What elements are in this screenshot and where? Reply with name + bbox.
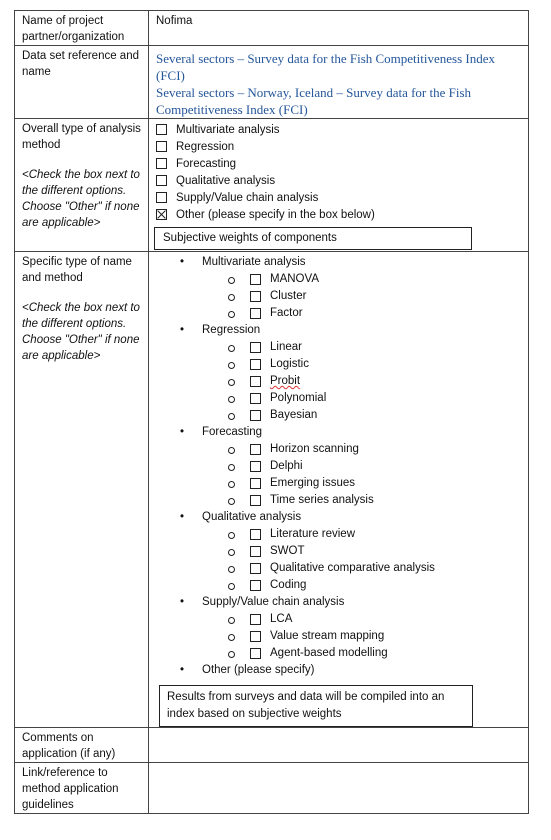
checkbox-icon[interactable] xyxy=(250,308,261,319)
method-option[interactable] xyxy=(156,339,523,356)
partner-label: Name of project partner/organization xyxy=(15,11,149,46)
comments-value[interactable] xyxy=(149,728,529,763)
overall-option-label: Forecasting xyxy=(176,157,237,170)
circle-bullet-icon xyxy=(228,634,235,641)
overall-option[interactable] xyxy=(156,138,523,155)
method-option-label: LCA xyxy=(270,613,293,625)
method-option[interactable] xyxy=(156,526,523,543)
circle-bullet-icon xyxy=(228,617,235,624)
checkbox-icon[interactable] xyxy=(250,546,261,557)
dataset-label: Data set reference and name xyxy=(15,46,149,119)
checkbox-icon[interactable] xyxy=(250,529,261,540)
dataset-name: Several sectors – Survey data for the Fish Competitiveness Index (FCI) xyxy=(156,51,496,83)
checkbox-icon[interactable] xyxy=(250,410,261,421)
overall-label-cell xyxy=(15,119,149,252)
checkbox-icon[interactable] xyxy=(250,580,261,591)
overall-option-label: Qualitative analysis xyxy=(176,174,276,187)
overall-option-label: Regression xyxy=(176,140,235,153)
method-option-label: MANOVA xyxy=(270,273,319,285)
overall-option-label: Other (please specify in the box below) xyxy=(176,208,375,221)
method-group-label: Regression xyxy=(202,324,261,336)
bullet-icon: • xyxy=(180,324,185,336)
specific-label: Specific type of name and method xyxy=(22,256,132,284)
method-option-label: Probit xyxy=(270,375,301,387)
checkbox-icon[interactable] xyxy=(250,274,261,285)
method-option[interactable] xyxy=(156,288,523,305)
method-option-label: Polynomial xyxy=(270,392,327,404)
circle-bullet-icon xyxy=(228,379,235,386)
method-option[interactable] xyxy=(156,543,523,560)
method-option[interactable] xyxy=(156,305,523,322)
method-option-label: SWOT xyxy=(270,545,305,557)
row-overall xyxy=(15,119,529,252)
row-specific xyxy=(15,252,529,728)
method-option[interactable] xyxy=(156,560,523,577)
method-option[interactable] xyxy=(156,458,523,475)
overall-options xyxy=(149,119,529,252)
method-option-label: Qualitative comparative analysis xyxy=(270,562,435,574)
specific-options xyxy=(149,252,529,728)
circle-bullet-icon xyxy=(228,362,235,369)
row-comments xyxy=(15,728,529,763)
circle-bullet-icon xyxy=(228,311,235,318)
method-group xyxy=(156,662,523,679)
method-option-label: Coding xyxy=(270,579,307,591)
overall-option[interactable] xyxy=(156,189,523,206)
row-dataset xyxy=(15,46,529,119)
checkbox-icon[interactable] xyxy=(250,461,261,472)
circle-bullet-icon xyxy=(228,481,235,488)
method-option-label: Bayesian xyxy=(270,409,318,421)
circle-bullet-icon xyxy=(228,464,235,471)
method-option[interactable] xyxy=(156,492,523,509)
circle-bullet-icon xyxy=(228,532,235,539)
checkbox-icon[interactable] xyxy=(250,359,261,370)
method-group xyxy=(156,424,523,509)
circle-bullet-icon xyxy=(228,396,235,403)
bullet-icon: • xyxy=(180,426,185,438)
overall-option[interactable] xyxy=(156,206,523,223)
method-option[interactable] xyxy=(156,407,523,424)
method-option-label: Delphi xyxy=(270,460,303,472)
checkbox-icon[interactable] xyxy=(250,291,261,302)
bullet-icon: • xyxy=(180,256,185,268)
method-option-label: Literature review xyxy=(270,528,356,540)
method-group-label: Qualitative analysis xyxy=(202,511,302,523)
overall-option-label: Supply/Value chain analysis xyxy=(176,191,319,204)
method-option-label: Time series analysis xyxy=(270,494,374,506)
circle-bullet-icon xyxy=(228,651,235,658)
method-option[interactable] xyxy=(156,577,523,594)
row-partner xyxy=(15,11,529,46)
method-option[interactable] xyxy=(156,390,523,407)
overall-option[interactable] xyxy=(156,155,523,172)
method-option-label: Horizon scanning xyxy=(270,443,359,455)
checkbox-icon[interactable] xyxy=(156,124,167,135)
overall-label: Overall type of analysis method xyxy=(22,123,141,151)
dataset-values xyxy=(149,46,529,119)
method-option[interactable] xyxy=(156,356,523,373)
specific-note: <Check the box next to the different options. Choose "Other" if none are applicable> xyxy=(22,302,140,362)
checkbox-icon[interactable] xyxy=(250,648,261,659)
method-option[interactable] xyxy=(156,373,523,390)
link-label: Link/reference to method application guidelines xyxy=(15,763,149,814)
checkbox-icon[interactable] xyxy=(250,631,261,642)
checkbox-icon[interactable] xyxy=(156,141,167,152)
partner-value: Nofima xyxy=(149,11,529,46)
method-option[interactable] xyxy=(156,611,523,628)
method-option[interactable] xyxy=(156,271,523,288)
specific-other-textbox[interactable]: Results from surveys and data will be compiled into an index based on subjective weights xyxy=(159,685,473,727)
checkbox-icon[interactable] xyxy=(250,376,261,387)
method-group-label: Other (please specify) xyxy=(202,664,315,676)
circle-bullet-icon xyxy=(228,583,235,590)
circle-bullet-icon xyxy=(228,345,235,352)
checkbox-icon[interactable] xyxy=(250,444,261,455)
overall-option[interactable] xyxy=(156,172,523,189)
overall-other-textbox[interactable]: Subjective weights of components xyxy=(154,227,472,250)
method-option-label: Emerging issues xyxy=(270,477,356,489)
method-option[interactable] xyxy=(156,628,523,645)
checkbox-icon[interactable] xyxy=(156,175,167,186)
method-group xyxy=(156,594,523,662)
checkbox-icon[interactable] xyxy=(156,192,167,203)
circle-bullet-icon xyxy=(228,294,235,301)
bullet-icon: • xyxy=(180,511,185,523)
dataset-name: Several sectors – Norway, Iceland – Survey data for the Fish Competitiveness Index (FCI) xyxy=(156,85,472,117)
circle-bullet-icon xyxy=(228,566,235,573)
method-group xyxy=(156,254,523,322)
checkbox-icon[interactable] xyxy=(250,393,261,404)
method-option-label: Logistic xyxy=(270,358,309,370)
bullet-icon: • xyxy=(180,664,185,676)
checked-checkbox-icon[interactable] xyxy=(156,209,167,220)
circle-bullet-icon xyxy=(228,498,235,505)
method-option[interactable] xyxy=(156,645,523,662)
checkbox-icon[interactable] xyxy=(250,478,261,489)
method-group-label: Forecasting xyxy=(202,426,263,438)
checkbox-icon[interactable] xyxy=(250,342,261,353)
checkbox-icon[interactable] xyxy=(250,614,261,625)
checkbox-icon[interactable] xyxy=(250,563,261,574)
overall-option-label: Multivariate analysis xyxy=(176,123,280,136)
comments-label: Comments on application (if any) xyxy=(15,728,149,763)
method-option[interactable] xyxy=(156,441,523,458)
circle-bullet-icon xyxy=(228,277,235,284)
checkbox-icon[interactable] xyxy=(156,158,167,169)
link-value[interactable] xyxy=(149,763,529,814)
method-group xyxy=(156,509,523,594)
overall-option[interactable] xyxy=(156,121,523,138)
method-group-label: Multivariate analysis xyxy=(202,256,306,268)
row-link xyxy=(15,763,529,814)
checkbox-icon[interactable] xyxy=(250,495,261,506)
bullet-icon: • xyxy=(180,596,185,608)
method-option-label: Agent-based modelling xyxy=(270,647,388,659)
method-option-label: Value stream mapping xyxy=(270,630,385,642)
circle-bullet-icon xyxy=(228,549,235,556)
method-form-table xyxy=(14,10,529,814)
method-option-label: Cluster xyxy=(270,290,307,302)
method-option-label: Linear xyxy=(270,341,302,353)
circle-bullet-icon xyxy=(228,447,235,454)
method-group-label: Supply/Value chain analysis xyxy=(202,596,345,608)
overall-note: <Check the box next to the different options. Choose "Other" if none are applicable> xyxy=(22,169,140,229)
method-option-label: Factor xyxy=(270,307,303,319)
method-group xyxy=(156,322,523,424)
circle-bullet-icon xyxy=(228,413,235,420)
specific-label-cell xyxy=(15,252,149,728)
method-option[interactable] xyxy=(156,475,523,492)
